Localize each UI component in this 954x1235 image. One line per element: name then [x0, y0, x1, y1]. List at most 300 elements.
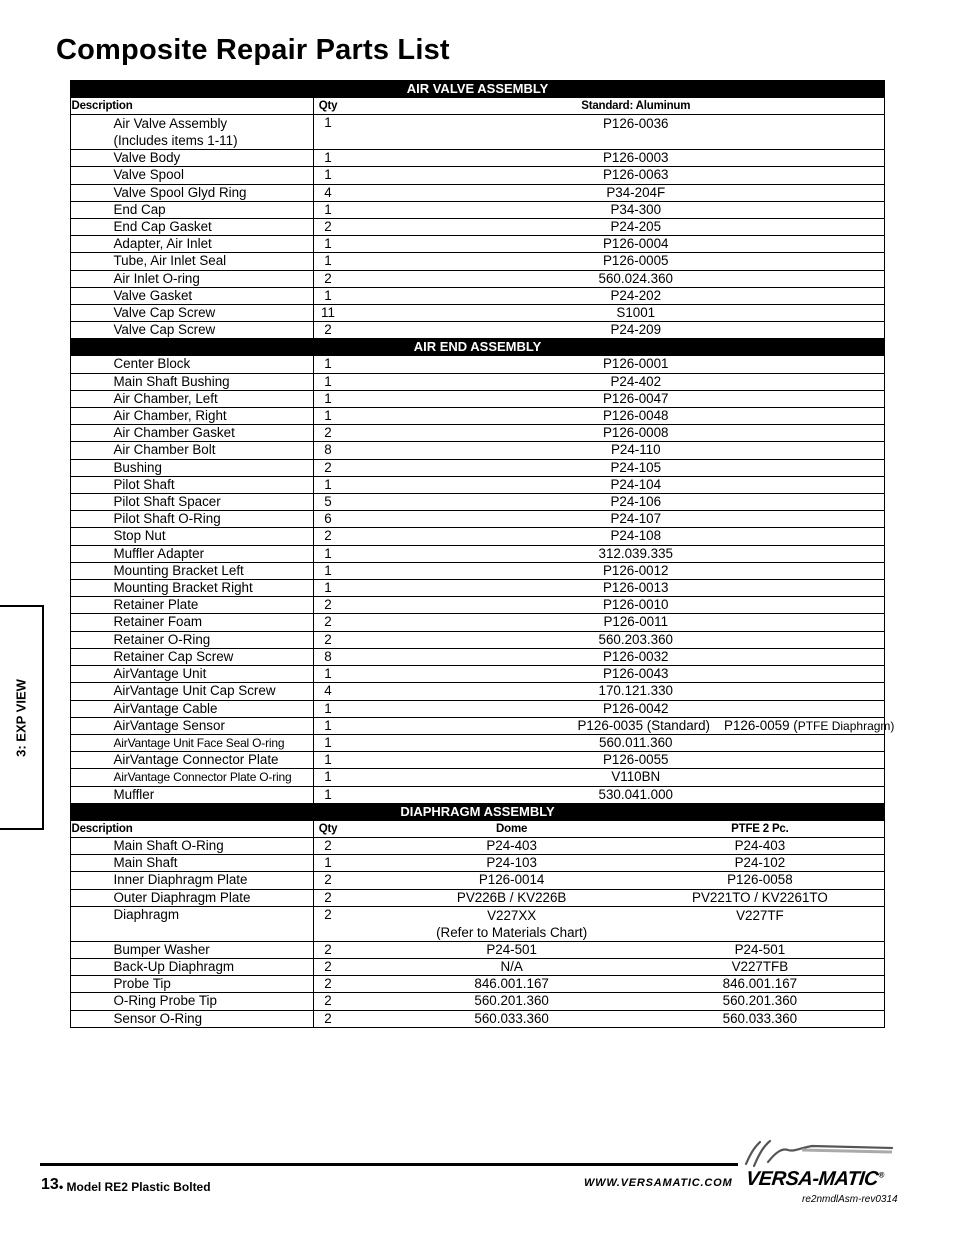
description-text: Mounting Bracket Right [113, 580, 253, 596]
part-number-cell [387, 597, 885, 614]
part-number: 530.041.000 [598, 786, 673, 802]
air-end-assembly-heading-row [71, 339, 885, 356]
part-description [72, 837, 314, 854]
ptfe-part-number: P24-102 [734, 855, 786, 871]
part-number: P126-0012 [602, 562, 669, 578]
ptfe-part-number: P24-403 [734, 837, 786, 853]
part-description [72, 459, 314, 476]
quantity-value: 1 [324, 855, 332, 871]
footer-rule [40, 1163, 738, 1166]
quantity-value: 1 [324, 786, 332, 802]
part-number: V110BN [611, 769, 661, 785]
table-row [71, 769, 885, 786]
part-number: 560.011.360 [599, 734, 673, 750]
page-number: 13 [41, 1176, 59, 1193]
description-text: End Cap Gasket [113, 219, 212, 235]
description-text: AirVantage Connector Plate O-ring [113, 770, 292, 785]
part-description [72, 476, 314, 493]
quantity [314, 631, 387, 648]
part-description [72, 786, 314, 803]
table-row [71, 683, 885, 700]
description-text: Valve Spool [113, 167, 184, 183]
part-number: P24-107 [610, 511, 662, 527]
part-number-cell [387, 442, 885, 459]
description-text: Back-Up Diaphragm [113, 958, 235, 974]
part-description [72, 408, 314, 425]
part-description [72, 648, 314, 665]
description-text: Retainer O-Ring [113, 631, 211, 647]
dome-part-number [388, 855, 636, 871]
quantity-value: 2 [324, 1010, 332, 1026]
table-row [71, 167, 885, 184]
part-number-cell [387, 425, 885, 442]
quantity-value: 1 [324, 201, 332, 217]
quantity [314, 236, 387, 253]
quantity [314, 459, 387, 476]
quantity [314, 837, 387, 854]
quantity [314, 872, 387, 889]
part-description [72, 597, 314, 614]
part-number-split [388, 872, 885, 888]
part-description [72, 270, 314, 287]
part-number-split [388, 942, 885, 958]
ptfe-part-number: 846.001.167 [722, 976, 798, 992]
part-number: P126-0042 [602, 700, 669, 716]
table-row [71, 855, 885, 872]
quantity-value: 1 [324, 287, 332, 303]
quantity [314, 219, 387, 236]
website-link[interactable]: WWW.VERSAMATIC.COM [584, 1177, 733, 1189]
description-text: Retainer Plate [113, 597, 199, 613]
diaphragm-assembly-heading-row [71, 803, 885, 820]
part-description [72, 855, 314, 872]
table-row [71, 872, 885, 889]
part-number: P126-0013 [602, 580, 669, 596]
quantity [314, 442, 387, 459]
table-row [71, 786, 885, 803]
description-text: Air Valve Assembly [113, 116, 228, 132]
table-row [71, 941, 885, 958]
description-text: Air Chamber, Right [113, 408, 227, 424]
description-text: Bumper Washer [113, 941, 210, 957]
part-number: P24-202 [610, 287, 662, 303]
part-number-split [388, 976, 885, 992]
dome-part-value: N/A [500, 958, 523, 974]
col-qty-label: Qty [318, 100, 338, 112]
quantity-value: 2 [324, 889, 332, 905]
quantity-value: 4 [324, 683, 332, 699]
quantity-value: 2 [324, 322, 332, 338]
part-description [72, 993, 314, 1010]
quantity [314, 855, 387, 872]
table-row [71, 734, 885, 751]
description-text: O-Ring Probe Tip [113, 993, 217, 1009]
quantity [314, 597, 387, 614]
part-description [72, 889, 314, 906]
part-number-cell [387, 511, 885, 528]
part-number-pair [388, 717, 895, 734]
part-number-cell [387, 855, 885, 872]
description-text: Pilot Shaft Spacer [113, 494, 221, 510]
quantity-value: 1 [324, 580, 332, 596]
part-number-cell [387, 373, 885, 390]
quantity-value: 1 [324, 562, 332, 578]
quantity [314, 683, 387, 700]
description-text: Sensor O-Ring [113, 1010, 203, 1026]
part-description [72, 201, 314, 218]
table-row [71, 958, 885, 975]
dome-part-value: P24-501 [486, 941, 537, 957]
dome-part-number [388, 993, 636, 1009]
part-description [72, 700, 314, 717]
quantity-value: 2 [324, 459, 332, 475]
quantity-value: 1 [324, 734, 332, 750]
quantity [314, 408, 387, 425]
part-number: P24-108 [610, 528, 662, 544]
part-number: 312.039.335 [598, 545, 673, 561]
part-number: 170.121.330 [598, 683, 673, 699]
part-description [72, 356, 314, 373]
part-number-split [388, 907, 885, 941]
table-row [71, 494, 885, 511]
part-description [72, 528, 314, 545]
quantity [314, 941, 387, 958]
part-description [72, 150, 314, 167]
table-row [71, 614, 885, 631]
part-description [72, 511, 314, 528]
description-text: AirVantage Connector Plate [113, 752, 279, 768]
table-row [71, 442, 885, 459]
part-number: P126-0036 [602, 116, 669, 132]
description-text: Valve Gasket [113, 287, 193, 303]
part-number-cell [387, 872, 885, 889]
dome-part-number [388, 838, 636, 854]
part-number-cell [387, 837, 885, 854]
part-number-split [388, 890, 885, 906]
part-number: P126-0003 [602, 150, 669, 166]
quantity [314, 958, 387, 975]
part-description [72, 1010, 314, 1027]
ptfe-part-number: V227TFB [731, 958, 789, 974]
description-text: Stop Nut [113, 528, 166, 544]
section-side-tab [0, 605, 44, 830]
table-row [71, 889, 885, 906]
quantity-value: 2 [324, 425, 332, 441]
quantity-value: 2 [324, 993, 332, 1009]
quantity [314, 167, 387, 184]
quantity [314, 1010, 387, 1027]
part-description [72, 976, 314, 993]
quantity-value: 2 [324, 872, 332, 888]
dome-part-number [388, 890, 636, 906]
dome-part-number [388, 872, 636, 888]
description-text: Diaphragm [113, 906, 179, 922]
part-number-cell [387, 270, 885, 287]
part-number: P126-0010 [602, 597, 669, 613]
quantity-value: 1 [324, 167, 332, 183]
quantity [314, 511, 387, 528]
table-row [71, 717, 885, 734]
part-number: 560.024.360 [598, 270, 673, 286]
diaphragm-assembly-heading: DIAPHRAGM ASSEMBLY [71, 803, 885, 820]
description-text: Main Shaft Bushing [113, 373, 230, 389]
quantity [314, 115, 387, 150]
description-text: Muffler Adapter [113, 545, 205, 561]
table-row [71, 253, 885, 270]
description-text: Center Block [113, 356, 191, 372]
quantity-value: 1 [324, 769, 332, 785]
part-number-cell [387, 580, 885, 597]
part-number-split [388, 959, 885, 975]
table-row [71, 528, 885, 545]
part-number-ptfe-note: PTFE Diaphragm) [797, 718, 895, 733]
description-text: AirVantage Sensor [113, 717, 225, 733]
table-row [71, 580, 885, 597]
part-number-ptfe-value: P126-0059 ( [724, 717, 798, 733]
part-number-split [388, 838, 885, 854]
part-description [72, 494, 314, 511]
part-description [72, 752, 314, 769]
table-row [71, 150, 885, 167]
part-number-split [388, 855, 885, 871]
dome-part-value: 846.001.167 [474, 976, 549, 992]
quantity-value: 2 [324, 941, 332, 957]
table-row [71, 648, 885, 665]
description-text: Valve Cap Screw [113, 322, 216, 338]
part-number-cell [387, 631, 885, 648]
part-description [72, 253, 314, 270]
table-row [71, 305, 885, 322]
quantity-value: 2 [324, 976, 332, 992]
quantity [314, 545, 387, 562]
dome-part-number [388, 1011, 636, 1027]
air-valve-assembly-heading-row [71, 81, 885, 98]
col-part-header [387, 820, 885, 837]
quantity [314, 528, 387, 545]
quantity [314, 752, 387, 769]
part-number: P24-105 [610, 459, 662, 475]
dome-part-value: V227XX [487, 907, 537, 923]
table-row [71, 287, 885, 304]
part-description [72, 769, 314, 786]
brand-logo-text: VERSA-MATIC [744, 1168, 880, 1190]
part-number-cell [387, 958, 885, 975]
ptfe-part-number: V227TF [736, 907, 784, 923]
part-description [72, 631, 314, 648]
part-description [72, 717, 314, 734]
description-text: End Cap [113, 201, 166, 217]
quantity [314, 253, 387, 270]
part-description [72, 219, 314, 236]
part-number: P126-0063 [602, 167, 669, 183]
description-text: Air Chamber, Left [113, 390, 218, 406]
column-header-row [71, 98, 885, 115]
quantity [314, 287, 387, 304]
registered-mark: ® [877, 1170, 885, 1180]
part-number-cell [387, 717, 895, 734]
quantity-value: 6 [324, 511, 332, 527]
quantity [314, 476, 387, 493]
table-row [71, 976, 885, 993]
part-description [72, 872, 314, 889]
ptfe-part-number: PV221TO / KV2261TO [692, 889, 828, 905]
table-row [71, 906, 885, 941]
part-number-cell [387, 752, 885, 769]
col-dome-header: Dome [496, 822, 528, 835]
description-text: Air Chamber Bolt [113, 442, 216, 458]
table-row [71, 236, 885, 253]
column-header-row [71, 820, 885, 837]
part-number-cell [387, 889, 885, 906]
part-number: P126-0047 [602, 390, 669, 406]
part-description [72, 322, 314, 339]
quantity-value: 1 [324, 373, 332, 389]
part-number-cell [387, 528, 885, 545]
description-text: Outer Diaphragm Plate [113, 889, 251, 905]
col-qty-label: Qty [318, 822, 338, 835]
quantity [314, 976, 387, 993]
quantity [314, 700, 387, 717]
part-number-cell [387, 459, 885, 476]
description-text: Valve Cap Screw [113, 305, 216, 321]
quantity-value: 1 [324, 476, 332, 492]
description-text: Mounting Bracket Left [113, 562, 244, 578]
part-description [72, 115, 314, 150]
col-part-header: Standard: Aluminum [387, 98, 885, 115]
ptfe-part-number: P126-0058 [727, 872, 793, 888]
quantity-value: 1 [324, 236, 332, 252]
brand-logo [745, 1168, 885, 1191]
table-row [71, 219, 885, 236]
description-text: AirVantage Unit Face Seal O-ring [113, 735, 285, 750]
quantity [314, 769, 387, 786]
quantity-value: 2 [324, 958, 332, 974]
description-text: Inner Diaphragm Plate [113, 872, 248, 888]
col-qty-header [314, 98, 387, 115]
dome-part-value: P126-0014 [478, 872, 545, 888]
part-number: S1001 [616, 305, 656, 321]
part-number-cell [387, 201, 885, 218]
part-number: P126-0008 [602, 425, 669, 441]
description-text: AirVantage Cable [113, 700, 218, 716]
col-description-header: Description [72, 820, 314, 837]
air-valve-assembly-heading: AIR VALVE ASSEMBLY [71, 81, 885, 98]
ptfe-part-number: 560.033.360 [722, 1010, 798, 1026]
part-description [72, 390, 314, 407]
part-number: P126-0048 [602, 408, 669, 424]
description-text: Probe Tip [113, 976, 171, 992]
description-text: Bushing [113, 459, 162, 475]
part-number-cell [387, 184, 885, 201]
quantity [314, 993, 387, 1010]
document-reference: re2nmdlAsm-rev0314 [802, 1194, 898, 1205]
description-text: Muffler [113, 786, 155, 802]
table-row [71, 201, 885, 218]
quantity-value: 2 [324, 837, 332, 853]
part-number: 560.203.360 [598, 631, 673, 647]
part-number: P24-205 [610, 219, 662, 235]
part-number-cell [387, 150, 885, 167]
quantity-value: 4 [324, 184, 332, 200]
quantity [314, 580, 387, 597]
table-row [71, 545, 885, 562]
part-number: P34-300 [610, 201, 662, 217]
col-qty-header [314, 820, 387, 837]
description-text: Valve Body [113, 150, 181, 166]
quantity [314, 786, 387, 803]
part-description [72, 545, 314, 562]
part-number: P24-106 [610, 494, 662, 510]
ptfe-part-number: P24-501 [734, 941, 786, 957]
col-part-split [388, 821, 885, 837]
description-text: Retainer Foam [113, 614, 203, 630]
part-description [72, 442, 314, 459]
part-description [72, 906, 314, 941]
part-number: P126-0043 [602, 666, 669, 682]
table-row [71, 993, 885, 1010]
part-number-cell [387, 941, 885, 958]
quantity-value: 2 [324, 614, 332, 630]
table-row [71, 666, 885, 683]
ptfe-part-number: 560.201.360 [722, 993, 798, 1009]
part-number: P126-0032 [602, 648, 669, 664]
part-description [72, 236, 314, 253]
description-note: (Includes items 1-11) [113, 133, 238, 149]
part-number: P126-0004 [602, 236, 669, 252]
part-description [72, 305, 314, 322]
part-number-cell [387, 734, 885, 751]
table-row [71, 356, 885, 373]
dome-part-value: 560.033.360 [474, 1010, 549, 1026]
quantity [314, 648, 387, 665]
quantity-value: 1 [324, 390, 332, 406]
quantity [314, 666, 387, 683]
quantity [314, 356, 387, 373]
description-text: Air Inlet O-ring [113, 270, 200, 286]
part-description [72, 666, 314, 683]
table-row [71, 270, 885, 287]
part-number-cell [387, 253, 885, 270]
part-number: P24-110 [610, 442, 661, 458]
quantity [314, 717, 387, 734]
dome-part-number [388, 942, 636, 958]
part-description [72, 562, 314, 579]
quantity [314, 734, 387, 751]
table-row [71, 837, 885, 854]
quantity [314, 201, 387, 218]
quantity-value: 2 [324, 219, 332, 235]
part-description [72, 167, 314, 184]
dome-part-number [388, 907, 636, 941]
quantity [314, 494, 387, 511]
model-label: • Model RE2 Plastic Bolted [59, 1180, 211, 1194]
table-row [71, 425, 885, 442]
table-row [71, 631, 885, 648]
part-number-standard: P126-0035 (Standard) [577, 717, 711, 733]
quantity-value: 2 [324, 631, 332, 647]
col-ptfe-header: PTFE 2 Pc. [731, 822, 789, 835]
part-description [72, 683, 314, 700]
part-number-cell [387, 993, 885, 1010]
part-number-cell [387, 906, 885, 941]
quantity-value: 1 [324, 666, 332, 682]
table-row [71, 115, 885, 150]
dome-part-value: PV226B / KV226B [456, 889, 567, 905]
quantity [314, 562, 387, 579]
part-number: P24-104 [610, 476, 662, 492]
part-number: P126-0055 [602, 752, 669, 768]
description-text: Retainer Cap Screw [113, 648, 234, 664]
